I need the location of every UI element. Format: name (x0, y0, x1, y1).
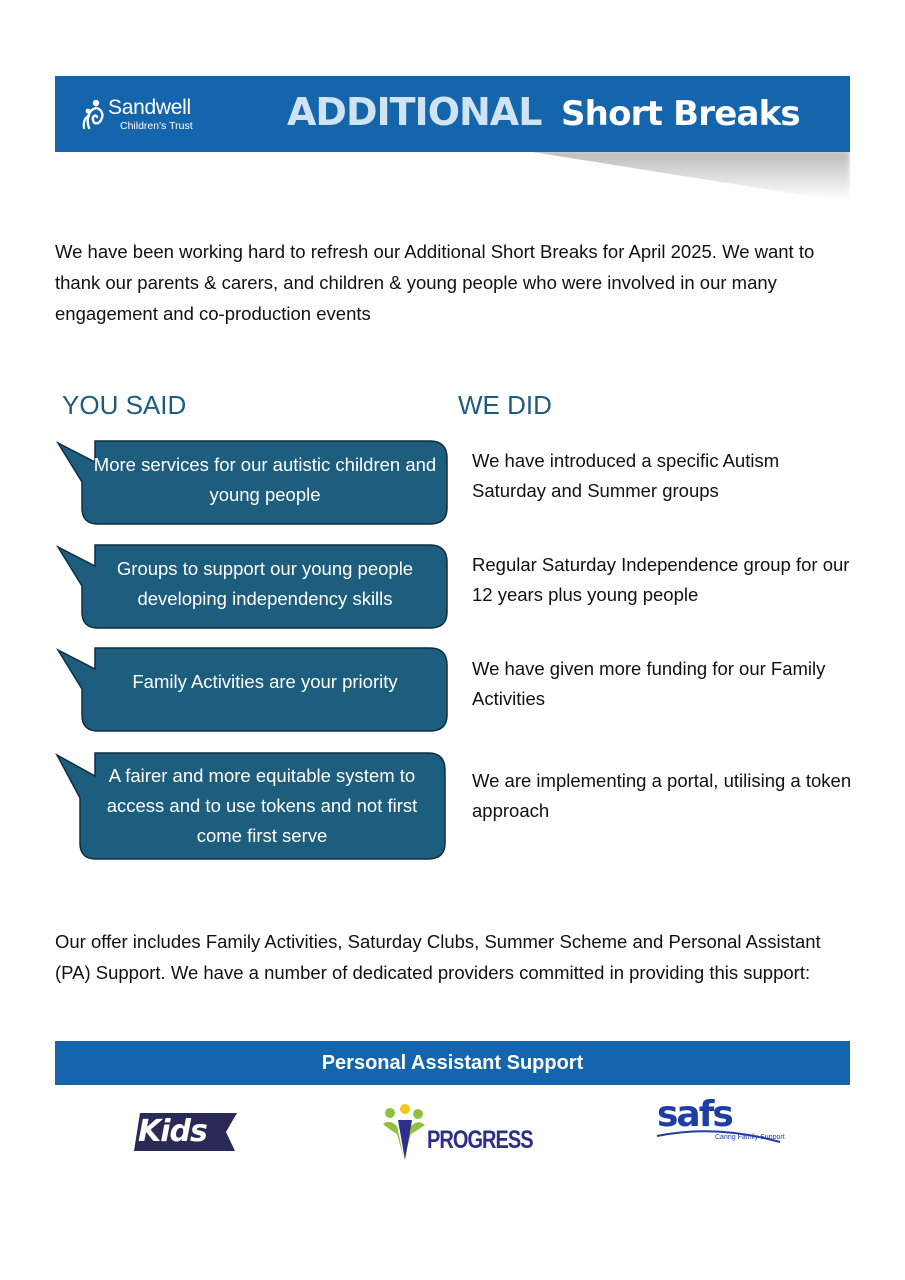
title-additional: ADDITIONAL (287, 90, 542, 134)
intro-paragraph: We have been working hard to refresh our Additional Short Breaks for April 2025. We want to thank our parents & carers, and children & young people who were involved in our many engagement and co-production events (55, 241, 815, 324)
safs-logo-text: safs (657, 1094, 732, 1135)
family-figure-icon (80, 98, 106, 130)
sandwell-logo (80, 96, 230, 136)
you-said-text-1: More services for our autistic children and young people (93, 454, 437, 505)
progress-logo (380, 1104, 533, 1164)
speech-bubble (55, 440, 450, 526)
speech-bubble (55, 544, 450, 630)
title-short-breaks: Short Breaks (561, 94, 800, 134)
you-said-text-2: Groups to support our young people developing independency skills (116, 558, 414, 609)
kids-logo-text: Kids (138, 1114, 207, 1149)
you-said-text-3: Family Activities are your priority (132, 671, 398, 692)
speech-bubble (55, 752, 450, 862)
progress-people-icon (380, 1104, 430, 1164)
logo-subtitle: Children's Trust (120, 120, 193, 132)
progress-logo-text: PROGRESS (427, 1126, 533, 1154)
banner-shadow (520, 150, 850, 200)
offer-paragraph: Our offer includes Family Activities, Saturday Clubs, Summer Scheme and Personal Assistant (PA) Support. We have a number of dedicated providers committed in providing this support: (55, 931, 821, 983)
kids-logo (134, 1111, 238, 1153)
we-did-heading: WE DID (458, 390, 552, 420)
you-said-text-4: A fairer and more equitable system to access and to use tokens and not first come first serve (106, 765, 418, 846)
logo-name: Sandwell (108, 96, 191, 119)
you-said-heading: YOU SAID (62, 390, 187, 420)
speech-bubble (55, 647, 450, 733)
pa-support-heading: Personal Assistant Support (55, 1041, 850, 1085)
we-did-text-3: We have given more funding for our Family Activities (472, 658, 826, 709)
we-did-text-4: We are implementing a portal, utilising a token approach (472, 770, 852, 821)
we-did-text-2: Regular Saturday Independence group for our 12 years plus young people (472, 554, 850, 605)
we-did-text-1: We have introduced a specific Autism Saturday and Summer groups (472, 450, 780, 501)
safs-tagline: Caring Family Support (715, 1134, 785, 1141)
safs-logo (655, 1094, 785, 1148)
